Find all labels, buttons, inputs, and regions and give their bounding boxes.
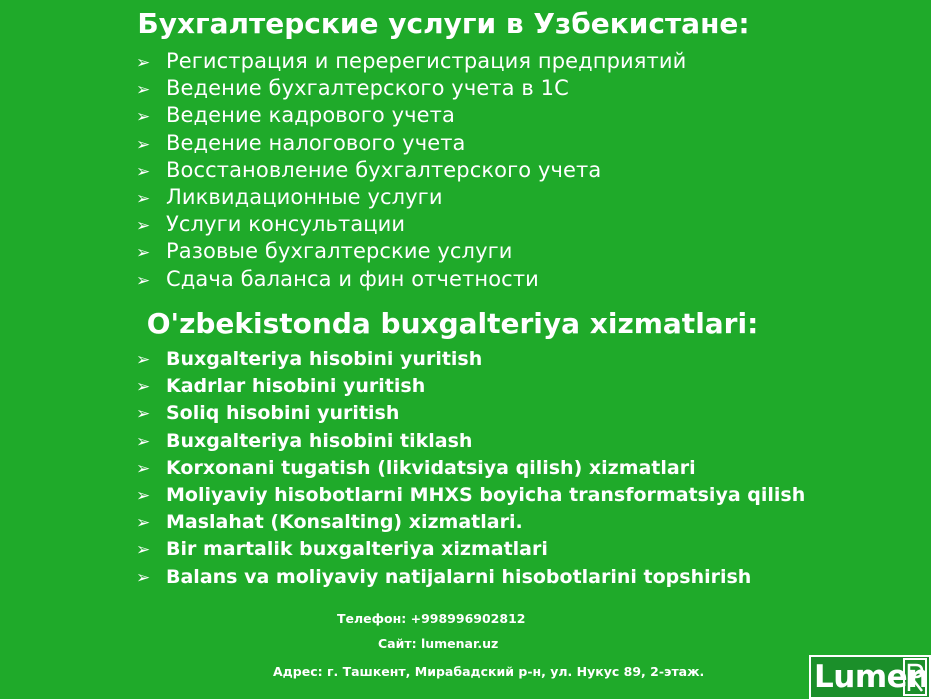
list-item <box>136 266 686 293</box>
services-list-russian <box>136 48 686 293</box>
arrow-bullet-icon: ➢ <box>136 243 151 264</box>
list-item-label: Ликвидационные услуги <box>166 184 443 209</box>
list-item <box>136 400 805 427</box>
arrow-bullet-icon: ➢ <box>136 161 151 182</box>
list-item-label: Услуги консультации <box>166 212 406 237</box>
list-item <box>136 75 686 102</box>
list-item <box>136 428 805 455</box>
arrow-bullet-icon: ➢ <box>136 270 151 291</box>
arrow-bullet-icon: ➢ <box>136 188 151 209</box>
list-item-label: Ведение бухгалтерского учета в 1С <box>166 76 569 101</box>
list-item <box>136 564 805 591</box>
lumen-logo <box>809 655 931 699</box>
arrow-bullet-icon: ➢ <box>136 216 151 237</box>
arrow-bullet-icon: ➢ <box>136 377 151 398</box>
arrow-bullet-icon: ➢ <box>136 350 151 370</box>
list-item <box>136 48 686 75</box>
arrow-bullet-icon: ➢ <box>136 80 151 101</box>
title-russian: Бухгалтерские услуги в Узбекистане: <box>137 7 750 40</box>
contact-website: Сайт: lumenar.uz <box>378 636 499 651</box>
list-item-label: Ведение налогового учета <box>166 130 466 155</box>
list-item-label: Регистрация и перерегистрация предприятий <box>166 49 687 73</box>
contact-address: Адрес: г. Ташкент, Мирабадский р-н, ул. Нукус 89, 2-этаж. <box>273 664 705 679</box>
list-item-label: Korxonani tugatish (likvidatsiya qilish) xizmatlari <box>166 456 696 479</box>
arrow-bullet-icon: ➢ <box>136 107 151 128</box>
arrow-bullet-icon: ➢ <box>136 134 151 155</box>
list-item <box>136 238 686 265</box>
list-item-label: Balans va moliyaviy natijalarni hisobotlarini topshirish <box>166 565 752 588</box>
list-item-label: Ведение кадрового учета <box>166 103 455 128</box>
list-item <box>136 346 805 373</box>
list-item-label: Buxgalteriya hisobini yuritish <box>166 348 483 370</box>
list-item-label: Bir martalik buxgalteriya xizmatlari <box>166 538 548 561</box>
list-item <box>136 102 686 129</box>
logo-r-mark-icon <box>903 657 929 697</box>
logo-background <box>811 657 929 697</box>
logo-wordmark: Lumen <box>814 659 929 695</box>
arrow-bullet-icon: ➢ <box>136 513 151 534</box>
list-item <box>136 184 686 211</box>
list-item <box>136 482 805 509</box>
arrow-bullet-icon: ➢ <box>136 540 151 561</box>
list-item-label: Восстановление бухгалтерского учета <box>166 157 602 182</box>
list-item <box>136 509 805 536</box>
list-item-label: Maslahat (Konsalting) xizmatlari. <box>166 511 523 534</box>
list-item <box>136 455 805 482</box>
list-item-label: Soliq hisobini yuritish <box>166 402 400 425</box>
arrow-bullet-icon: ➢ <box>136 485 151 506</box>
list-item <box>136 373 805 400</box>
services-list-uzbek <box>136 346 805 591</box>
arrow-bullet-icon: ➢ <box>136 53 151 73</box>
list-item <box>136 130 686 157</box>
arrow-bullet-icon: ➢ <box>136 458 151 479</box>
arrow-bullet-icon: ➢ <box>136 431 151 452</box>
list-item-label: Сдача баланса и фин отчетности <box>166 266 539 291</box>
list-item <box>136 157 686 184</box>
contact-phone: Телефон: +998996902812 <box>337 611 526 626</box>
list-item <box>136 536 805 563</box>
list-item-label: Разовые бухгалтерские услуги <box>166 239 513 264</box>
arrow-bullet-icon: ➢ <box>136 567 151 588</box>
title-uzbek: O'zbekistonda buxgalteriya xizmatlari: <box>146 307 759 340</box>
list-item-label: Buxgalteriya hisobini tiklash <box>166 429 473 452</box>
arrow-bullet-icon: ➢ <box>136 404 151 425</box>
list-item-label: Moliyaviy hisobotlarni MHXS boyicha transformatsiya qilish <box>166 483 806 506</box>
list-item-label: Kadrlar hisobini yuritish <box>166 375 426 398</box>
list-item <box>136 211 686 238</box>
